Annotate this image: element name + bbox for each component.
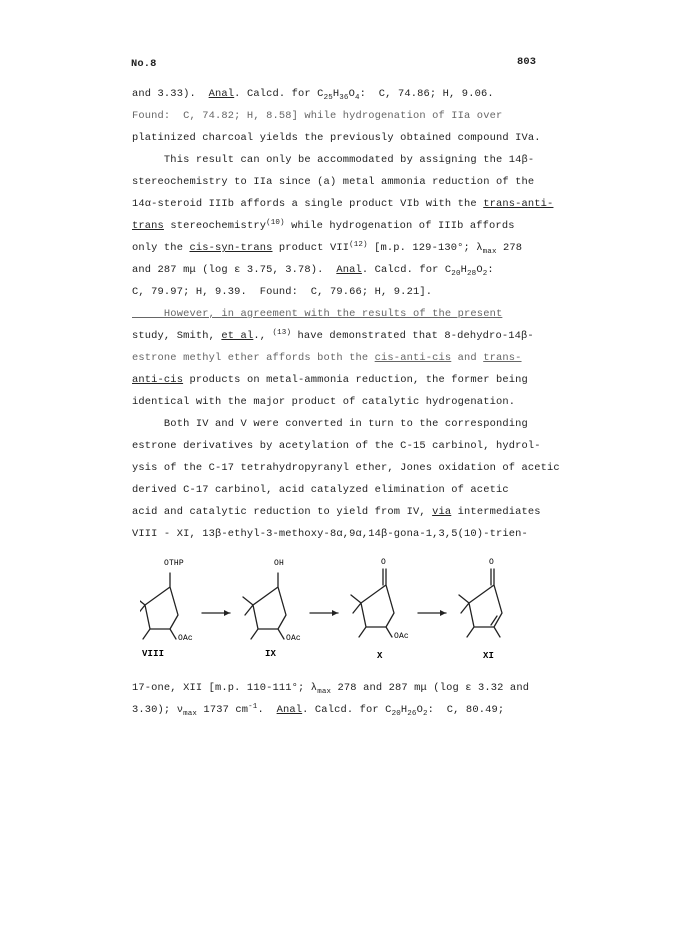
page-number: 803	[517, 56, 537, 68]
text-line: VIII - XI, 13β-ethyl-3-methoxy-8α,9α,14β-gona-1,3,5(10)-trien-	[132, 528, 528, 540]
structure-IX	[243, 573, 286, 639]
text-line: estrone methyl ether affords both the cis-anti-cis and trans-	[132, 352, 522, 364]
text-line: This result can only be accommodated by assigning the 14β-	[132, 154, 535, 166]
compound-label: IX	[265, 649, 277, 659]
text-line: trans stereochemistry$^{(10)}$ while hydrogenation of IIIb affords	[132, 219, 515, 232]
carbonyl-o-label: O	[489, 558, 494, 567]
text-line: study, Smith, et al., $^{(13)}$ have demonstrated that 8-dehydro-14β-	[132, 329, 534, 342]
compound-label: X	[377, 651, 383, 661]
text-line: Both IV and V were converted in turn to the corresponding	[132, 418, 528, 430]
text-line: platinized charcoal yields the previously obtained compound IVa.	[132, 132, 541, 144]
text-line: estrone derivatives by acetylation of the C-15 carbinol, hydrol-	[132, 440, 541, 452]
text-line: derived C-17 carbinol, acid catalyzed elimination of acetic	[132, 484, 509, 496]
oac-label: OAc	[286, 634, 301, 643]
text-line: only the cis-syn-trans product VII$^{(12)}$ [m.p. 129-130°; $\lambda_{max}$ 278	[132, 241, 523, 256]
structure-XI	[459, 569, 502, 637]
structure-X	[351, 569, 394, 637]
text-line: Found: C, 74.82; H, 8.58] while hydrogenation of IIa over	[132, 110, 503, 122]
text-line: and 287 mμ (log ε 3.75, 3.78). Anal. Calcd. for $C_{20}H_{28}O_2$:	[132, 264, 494, 278]
text-line: identical with the major product of catalytic hydrogenation.	[132, 396, 516, 408]
text-line: anti-cis products on metal-ammonia reduction, the former being	[132, 374, 528, 386]
text-line: and 3.33). Anal. Calcd. for $C_{25}H_{36}O_4$: C, 74.86; H, 9.06.	[132, 88, 494, 102]
othp-label: OTHP	[164, 559, 184, 568]
text-line: 3.30); $\nu_{max}$ 1737 $cm^{-1}$. Anal. Calcd. for $C_{20}H_{26}O_2$: C, 80.49;	[132, 703, 505, 718]
journal-number: No.8	[131, 58, 157, 70]
compound-label: VIII	[142, 649, 165, 659]
text-line: stereochemistry to IIa since (a) metal ammonia reduction of the	[132, 176, 535, 188]
carbonyl-o-label: O	[381, 558, 386, 567]
text-line: 14α-steroid IIIb affords a single product VIb with the trans-anti-	[132, 198, 554, 210]
structure-VIII	[140, 573, 178, 639]
text-line: C, 79.97; H, 9.39. Found: C, 79.66; H, 9.21].	[132, 286, 433, 298]
oh-label: OH	[274, 559, 284, 568]
oac-label: OAc	[394, 632, 409, 641]
reaction-scheme	[140, 555, 550, 665]
text-line: However, in agreement with the results of the present	[132, 308, 503, 320]
oac-label: OAc	[178, 634, 193, 643]
text-line: 17-one, XII [m.p. 110-111°; $\lambda_{max}$ 278 and 287 mμ (log ε 3.32 and	[132, 682, 530, 696]
text-line: acid and catalytic reduction to yield from IV, via intermediates	[132, 506, 541, 518]
compound-label: XI	[483, 651, 495, 661]
text-line: ysis of the C-17 tetrahydropyranyl ether, Jones oxidation of acetic	[132, 462, 560, 474]
